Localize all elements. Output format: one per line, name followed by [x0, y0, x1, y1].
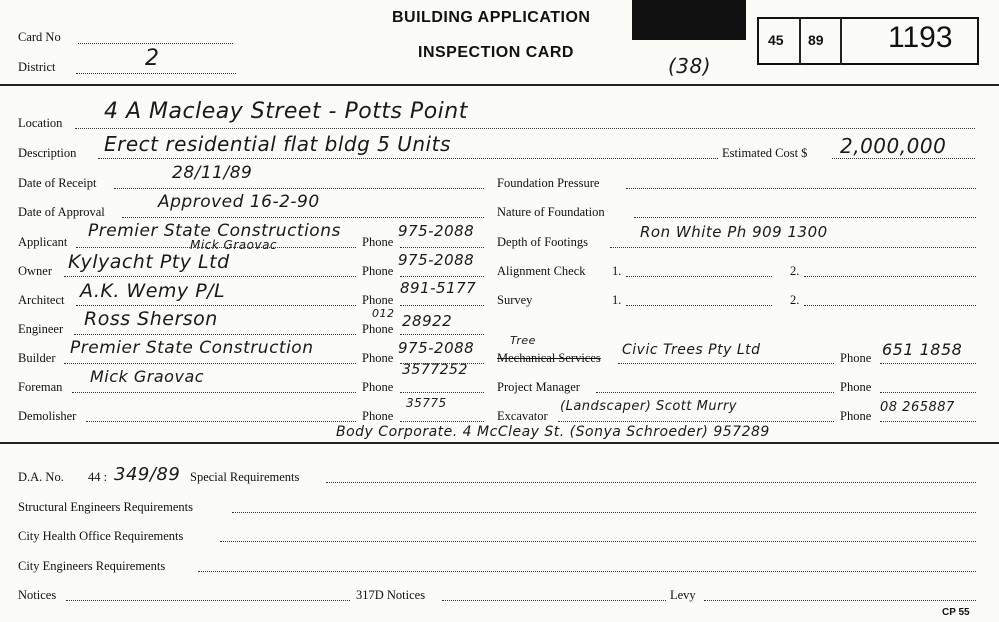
owner-phone-label: Phone — [362, 264, 394, 278]
card-no-label: Card No — [18, 30, 61, 44]
city-engineers-line — [198, 571, 976, 572]
date-of-approval-label: Date of Approval — [18, 205, 105, 219]
title-line1: BUILDING APPLICATION — [392, 9, 591, 26]
mechanical-services-value: Civic Trees Pty Ltd — [622, 342, 761, 358]
location-label: Location — [18, 116, 63, 130]
engineer-phone-line — [400, 334, 484, 335]
mechanical-services-line — [618, 363, 834, 364]
mechanical-services-phone-line — [880, 363, 976, 364]
foundation-pressure-label: Foundation Pressure — [497, 176, 600, 190]
date-of-approval-line — [122, 217, 484, 218]
engineer-phone: 28922 — [402, 312, 453, 330]
box-divider-2 — [840, 17, 842, 65]
survey-num2: 2. — [790, 293, 800, 307]
title-note: (38) — [668, 54, 712, 78]
date-of-receipt-label: Date of Receipt — [18, 176, 97, 190]
foreman-value: Mick Graovac — [90, 367, 205, 386]
nature-of-foundation-label: Nature of Foundation — [497, 205, 605, 219]
applicant-phone: 975-2088 — [398, 222, 475, 240]
survey-label: Survey — [497, 293, 533, 307]
description-label: Description — [18, 146, 77, 160]
mechanical-services-note: Tree — [510, 334, 536, 347]
applicant-value: Premier State Constructions — [88, 221, 341, 241]
structural-engineers-label: Structural Engineers Requirements — [18, 500, 193, 514]
excavator-phone-label: Phone — [840, 409, 872, 423]
foreman-phone-line — [400, 392, 484, 393]
card-no-line — [78, 43, 233, 44]
alignment-check-line2 — [804, 276, 976, 277]
demolisher-label: Demolisher — [18, 409, 77, 423]
applicant-note: Mick Graovac — [190, 238, 278, 252]
alignment-check-line1 — [626, 276, 772, 277]
foreman-label: Foreman — [18, 380, 63, 394]
estimated-cost-label: Estimated Cost $ — [722, 146, 808, 160]
box-cell-1: 45 — [768, 32, 784, 48]
notices-317d-line — [442, 600, 666, 601]
special-requirements-line — [326, 482, 976, 483]
demolisher-phone: 35775 — [406, 396, 447, 410]
da-no-label: D.A. No. — [18, 470, 64, 484]
date-of-receipt-value: 28/11/89 — [172, 163, 253, 183]
owner-phone: 975-2088 — [398, 251, 475, 269]
foreman-line — [72, 392, 356, 393]
depth-of-footings-label: Depth of Footings — [497, 235, 588, 249]
district-value: 2 — [145, 46, 160, 71]
project-manager-label: Project Manager — [497, 380, 580, 394]
engineer-value: Ross Sherson — [84, 308, 218, 330]
engineer-line — [74, 334, 356, 335]
city-health-office-label: City Health Office Requirements — [18, 529, 184, 543]
location-value: 4 A Macleay Street - Potts Point — [104, 99, 468, 124]
mechanical-services-phone: 651 1858 — [882, 340, 963, 359]
project-manager-phone-line — [880, 392, 976, 393]
levy-label: Levy — [670, 588, 696, 602]
box-cell-2: 89 — [808, 32, 824, 48]
estimated-cost-value: 2,000,000 — [840, 134, 947, 158]
alignment-check-num1: 1. — [612, 264, 622, 278]
date-of-approval-value: Approved 16-2-90 — [158, 192, 320, 212]
builder-label: Builder — [18, 351, 56, 365]
owner-line — [64, 276, 356, 277]
date-of-receipt-line — [114, 188, 484, 189]
survey-line2 — [804, 305, 976, 306]
nature-of-foundation-line — [634, 217, 976, 218]
mechanical-services-label: Mechanical Services — [497, 351, 601, 365]
builder-value: Premier State Construction — [70, 338, 314, 358]
notices-line — [66, 600, 350, 601]
excavator-phone: 08 265887 — [880, 400, 955, 415]
header-divider — [0, 84, 999, 86]
builder-phone: 975-2088 — [398, 339, 475, 357]
body-corporate-note: Body Corporate. 4 McCleay St. (Sonya Schroeder) 957289 — [336, 424, 770, 440]
architect-value: A.K. Wemy P/L — [80, 280, 226, 302]
levy-line — [704, 600, 976, 601]
builder-line — [64, 363, 356, 364]
architect-phone: 891-5177 — [400, 279, 477, 297]
excavator-line — [558, 421, 834, 422]
description-line — [98, 158, 718, 159]
footer-code: CP 55 — [942, 607, 970, 618]
excavator-phone-line — [880, 421, 976, 422]
stamp-block — [632, 0, 746, 40]
box-divider-1 — [799, 17, 801, 65]
notices-317d-label: 317D Notices — [356, 588, 426, 602]
district-line — [76, 73, 236, 74]
applicant-label: Applicant — [18, 235, 68, 249]
architect-line — [76, 305, 356, 306]
engineer-phone-label: Phone — [362, 322, 394, 336]
owner-label: Owner — [18, 264, 53, 278]
alignment-check-label: Alignment Check — [497, 264, 586, 278]
foreman-phone: 3577252 — [402, 362, 468, 378]
excavator-label: Excavator — [497, 409, 548, 423]
middle-divider — [0, 442, 999, 444]
da-no-value: 349/89 — [114, 464, 181, 485]
architect-phone-label: Phone — [362, 293, 394, 307]
project-manager-line — [596, 392, 834, 393]
structural-engineers-line — [232, 512, 976, 513]
survey-num1: 1. — [612, 293, 622, 307]
da-no-prefix: 44 : — [88, 470, 108, 484]
project-manager-phone-label: Phone — [840, 380, 872, 394]
foreman-phone-label: Phone — [362, 380, 394, 394]
special-requirements-label: Special Requirements — [190, 470, 300, 484]
foundation-pressure-line — [626, 188, 976, 189]
alignment-check-num2: 2. — [790, 264, 800, 278]
applicant-phone-line — [400, 247, 484, 248]
engineer-label: Engineer — [18, 322, 64, 336]
architect-phone-line — [400, 305, 484, 306]
estimated-cost-line — [832, 158, 975, 159]
city-health-office-line — [220, 541, 976, 542]
owner-value: Kylyacht Pty Ltd — [68, 251, 230, 273]
excavator-value: (Landscaper) Scott Murry — [560, 399, 737, 414]
district-label: District — [18, 60, 56, 74]
description-value: Erect residential flat bldg 5 Units — [104, 132, 451, 156]
title-line2: INSPECTION CARD — [418, 44, 574, 61]
card-number: 1193 — [888, 21, 953, 54]
architect-label: Architect — [18, 293, 65, 307]
demolisher-phone-label: Phone — [362, 409, 394, 423]
engineer-phone-note: 012 — [372, 307, 395, 320]
notices-label: Notices — [18, 588, 57, 602]
owner-phone-line — [400, 276, 484, 277]
survey-line1 — [626, 305, 772, 306]
builder-phone-label: Phone — [362, 351, 394, 365]
location-line — [75, 128, 975, 129]
demolisher-line — [86, 421, 356, 422]
city-engineers-label: City Engineers Requirements — [18, 559, 166, 573]
depth-of-footings-line — [610, 247, 976, 248]
demolisher-phone-line — [400, 421, 484, 422]
applicant-phone-label: Phone — [362, 235, 394, 249]
mechanical-services-phone-label: Phone — [840, 351, 872, 365]
depth-of-footings-value: Ron White Ph 909 1300 — [640, 223, 828, 241]
